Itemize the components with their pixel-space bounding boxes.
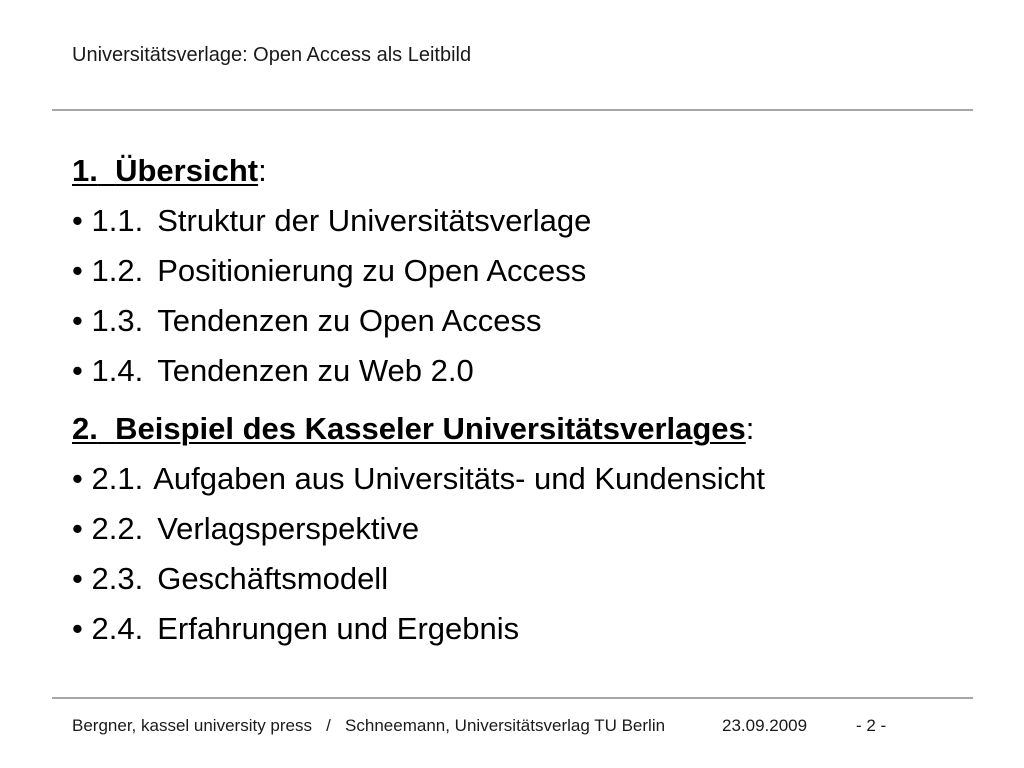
page-number: - 2 - (856, 716, 887, 735)
bullet-icon: • (72, 561, 83, 596)
footer-divider (52, 697, 973, 699)
section-1-title: Übersicht (115, 153, 259, 188)
item-text: Struktur der Universitätsverlage (157, 203, 592, 238)
item-text: Geschäftsmodell (157, 561, 389, 596)
item-number: 1.2. (91, 253, 144, 288)
item-number: 2.4. (91, 611, 144, 646)
list-item (72, 296, 972, 346)
footer-date: 23.09.2009 (722, 716, 808, 735)
item-number: 2.2. (91, 511, 144, 546)
item-text: Verlagsperspektive (157, 511, 420, 546)
item-number: 2.3. (91, 561, 144, 596)
section-2-title: Beispiel des Kasseler Universitätsverlages (115, 411, 746, 446)
bullet-icon: • (72, 253, 83, 288)
section-2-colon: : (745, 411, 755, 446)
list-item (72, 246, 972, 296)
section-1-colon: : (258, 153, 267, 188)
slide-content (72, 146, 972, 654)
list-item (72, 554, 972, 604)
bullet-icon: • (72, 511, 83, 546)
section-1-number: 1. (72, 153, 98, 188)
item-text: Tendenzen zu Web 2.0 (157, 353, 474, 388)
bullet-icon: • (72, 203, 83, 238)
section-1-heading (72, 146, 972, 196)
item-text: Tendenzen zu Open Access (157, 303, 542, 338)
item-number: 1.4. (91, 353, 144, 388)
item-text: Positionierung zu Open Access (157, 253, 587, 288)
item-number: 1.1. (91, 203, 144, 238)
section-2-heading (72, 404, 972, 454)
presentation-title: Universitätsverlage: Open Access als Leitbild (72, 44, 472, 66)
header-divider (52, 109, 973, 111)
list-item (72, 454, 972, 504)
bullet-icon: • (72, 353, 83, 388)
list-item (72, 604, 972, 654)
item-number: 2.1. (91, 461, 144, 496)
item-text: Aufgaben aus Universitäts- und Kundensicht (153, 461, 765, 496)
list-item (72, 196, 972, 246)
list-item (72, 504, 972, 554)
list-item (72, 346, 972, 396)
bullet-icon: • (72, 461, 83, 496)
item-text: Erfahrungen und Ergebnis (157, 611, 520, 646)
section-2-number: 2. (72, 411, 98, 446)
footer-authors: Bergner, kassel university press / Schneemann, Universitätsverlag TU Berlin (72, 716, 666, 735)
bullet-icon: • (72, 303, 83, 338)
item-number: 1.3. (91, 303, 144, 338)
bullet-icon: • (72, 611, 83, 646)
